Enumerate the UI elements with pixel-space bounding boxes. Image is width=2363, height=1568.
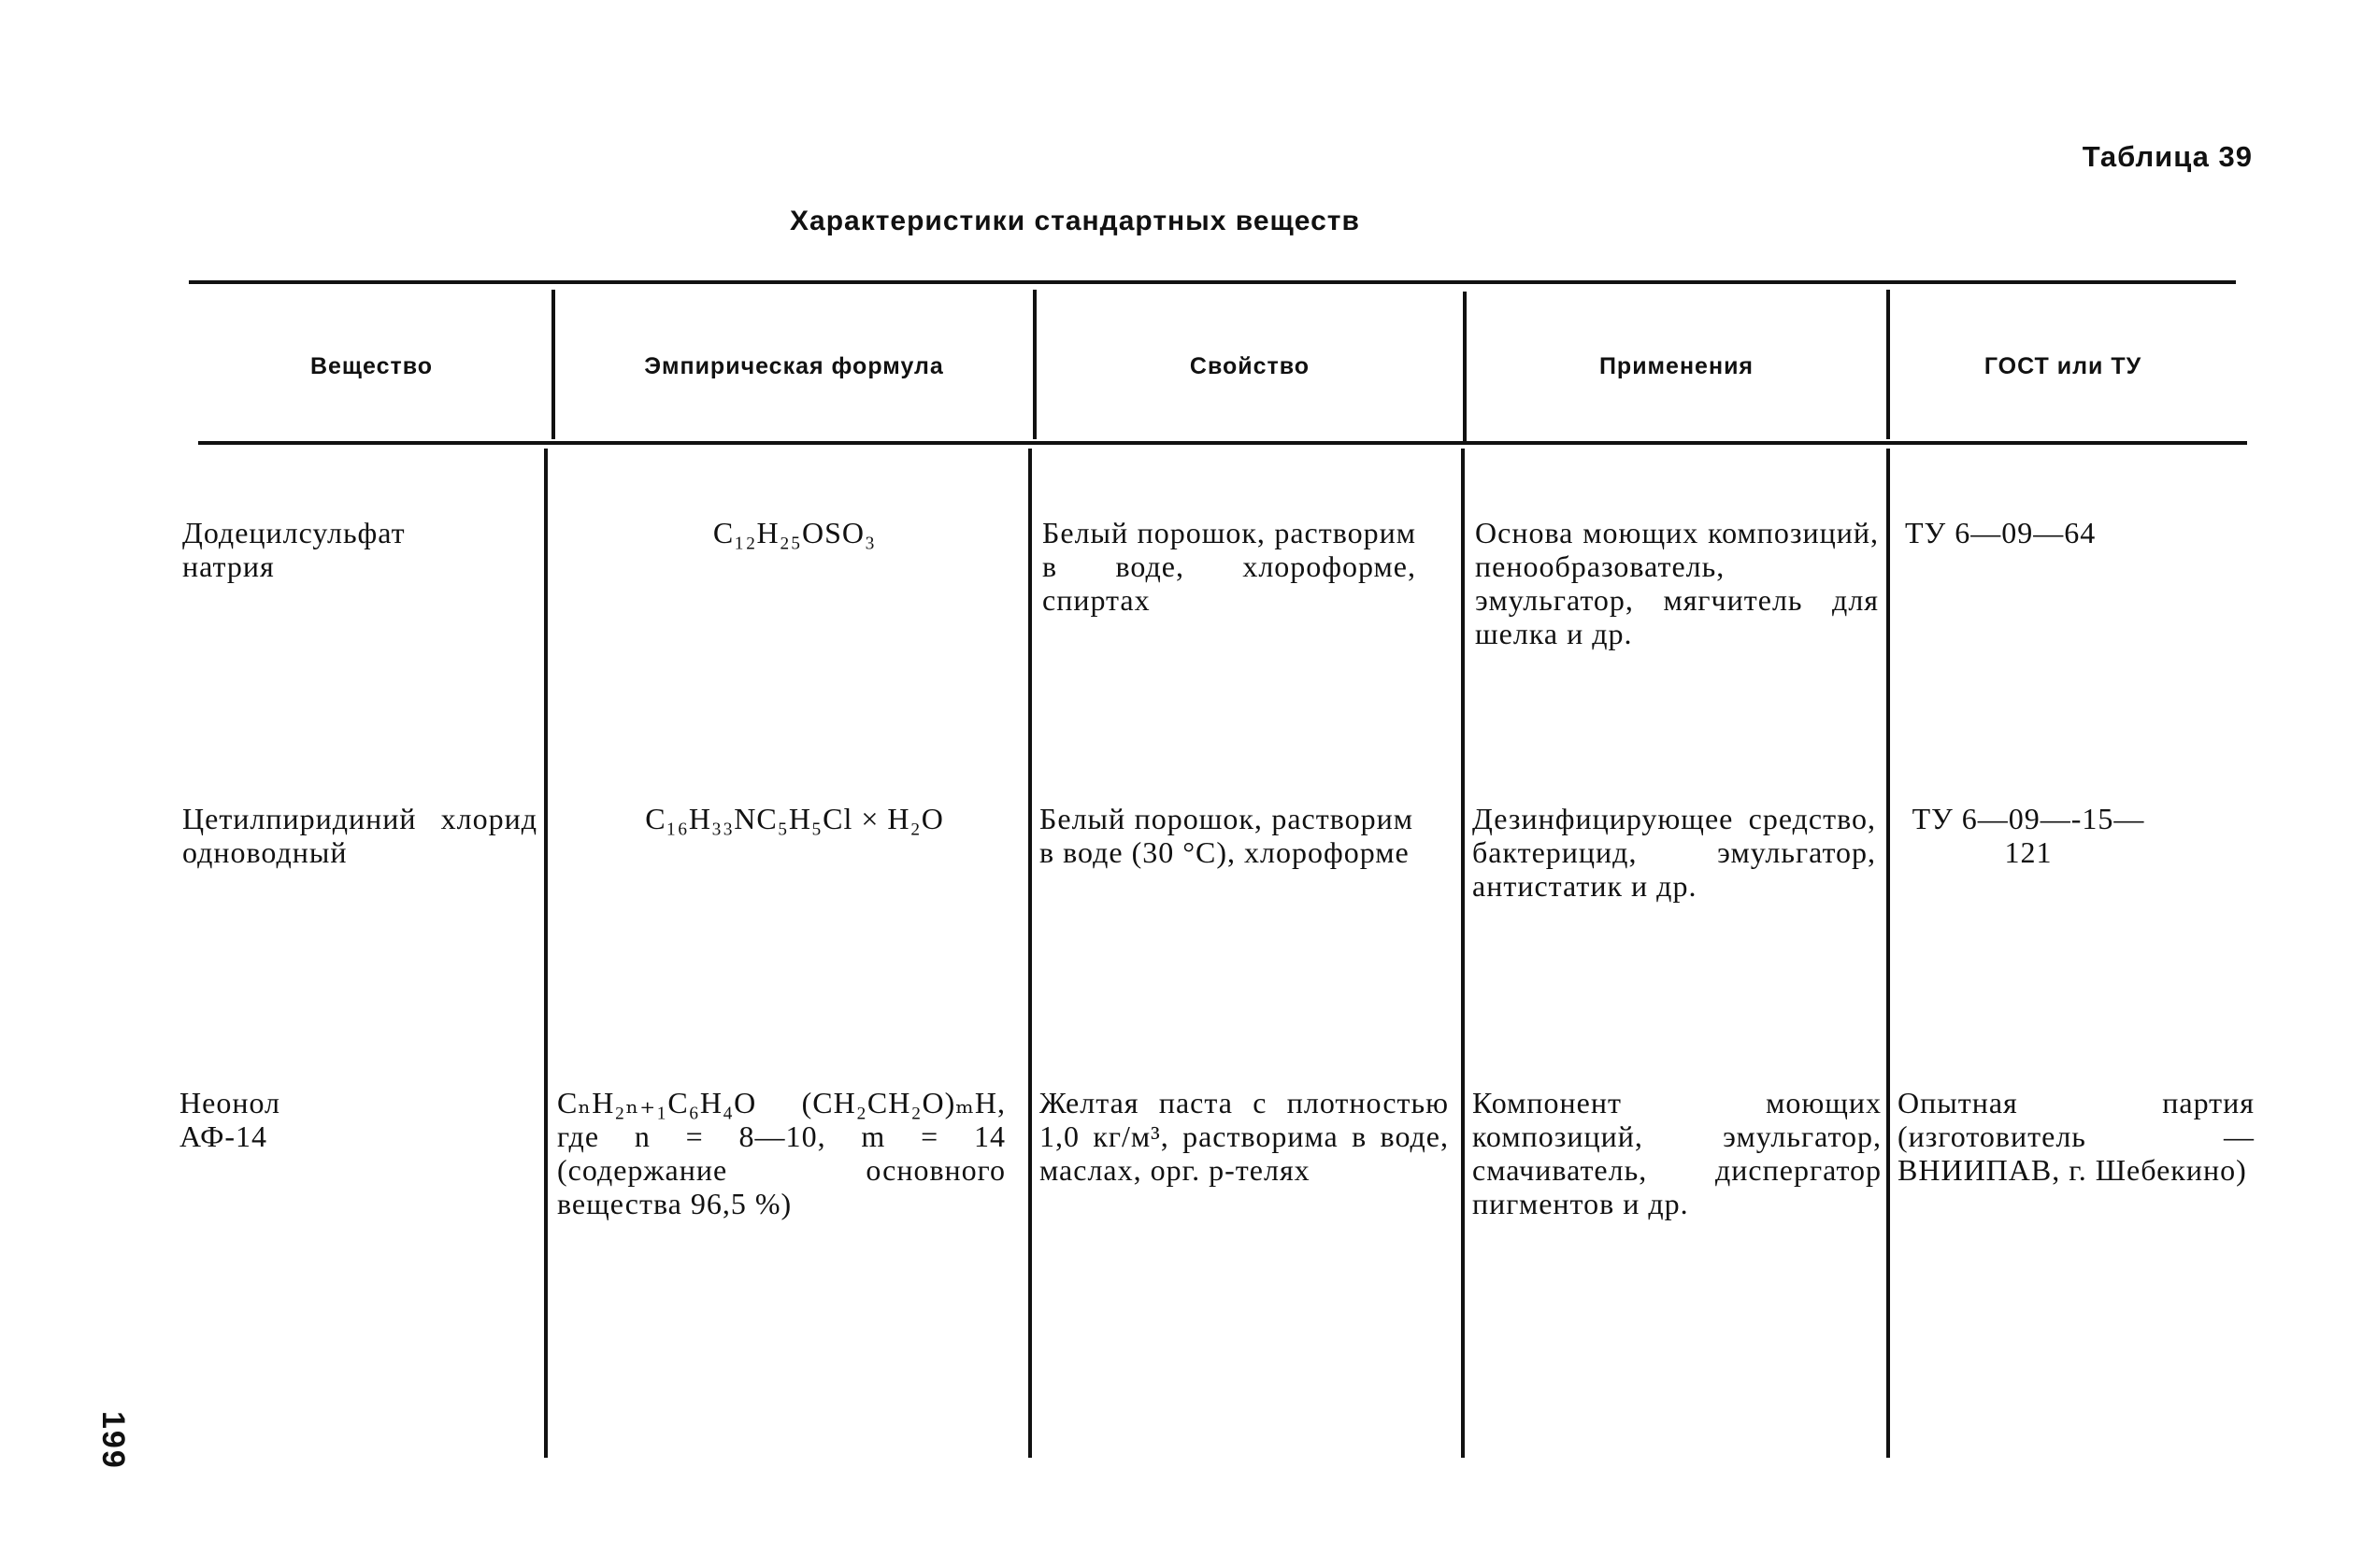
cell-substance: Цетилпиридиний хлорид одноводный <box>182 802 537 869</box>
cell-formula: CₙH₂ₙ₊₁C₆H₄O (CH₂CH₂O)ₘH, где n = 8—10, m = 14 (содержание основного вещества 96,5 %) <box>557 1086 1006 1220</box>
table-header-rule <box>198 441 2247 445</box>
cell-formula: C₁₆H₃₃NC₅H₅Cl × H₂O <box>645 802 944 835</box>
cell-application: Основа моющих композиций, пенообразователь, эмульгатор, мягчитель для шелка и др. <box>1475 516 1879 650</box>
cell-standard: ТУ 6—09—64 <box>1905 516 2097 549</box>
page-number: 199 <box>95 1411 131 1470</box>
cell-standard: ТУ 6—09—-15—121 <box>1912 802 2145 869</box>
column-header-standard: ГОСТ или ТУ <box>1983 352 2142 379</box>
cell-standard: Опытная партия (изготовитель — ВНИИПАВ, г. Шебекино) <box>1898 1086 2255 1187</box>
table-title: Характеристики стандартных веществ <box>790 206 1360 236</box>
cell-application: Компонент моющих композиций, эмульгатор, смачиватель, диспергатор пигментов и др. <box>1472 1086 1882 1220</box>
table-top-rule <box>189 280 2236 284</box>
cell-property: Белый порошок, растворим в воде, хлороформе, спиртах <box>1042 516 1416 617</box>
body-divider-2 <box>1028 449 1032 1458</box>
body-divider-1 <box>544 449 548 1458</box>
table-number: Таблица 39 <box>2082 140 2253 173</box>
body-divider-4 <box>1886 449 1890 1458</box>
body-divider-3 <box>1461 449 1465 1458</box>
cell-substance: Додецилсульфат натрия <box>182 516 406 583</box>
cell-formula: C₁₂H₂₅OSO₃ <box>712 516 877 549</box>
column-header-property: Свойство <box>1189 352 1310 379</box>
column-header-substance: Вещество <box>309 352 434 379</box>
column-header-application: Применения <box>1598 352 1754 379</box>
cell-application: Дезинфицирующее средство, бактерицид, эмульгатор, антистатик и др. <box>1472 802 1876 903</box>
column-header-formula: Эмпирическая формула <box>644 352 944 379</box>
cell-substance: Неонол АФ-14 <box>179 1086 280 1153</box>
cell-property: Белый порошок, растворим в воде (30 °C), хлороформе <box>1039 802 1413 869</box>
cell-property: Желтая паста с плотностью 1,0 кг/м³, растворима в воде, маслах, орг. р-телях <box>1039 1086 1449 1187</box>
